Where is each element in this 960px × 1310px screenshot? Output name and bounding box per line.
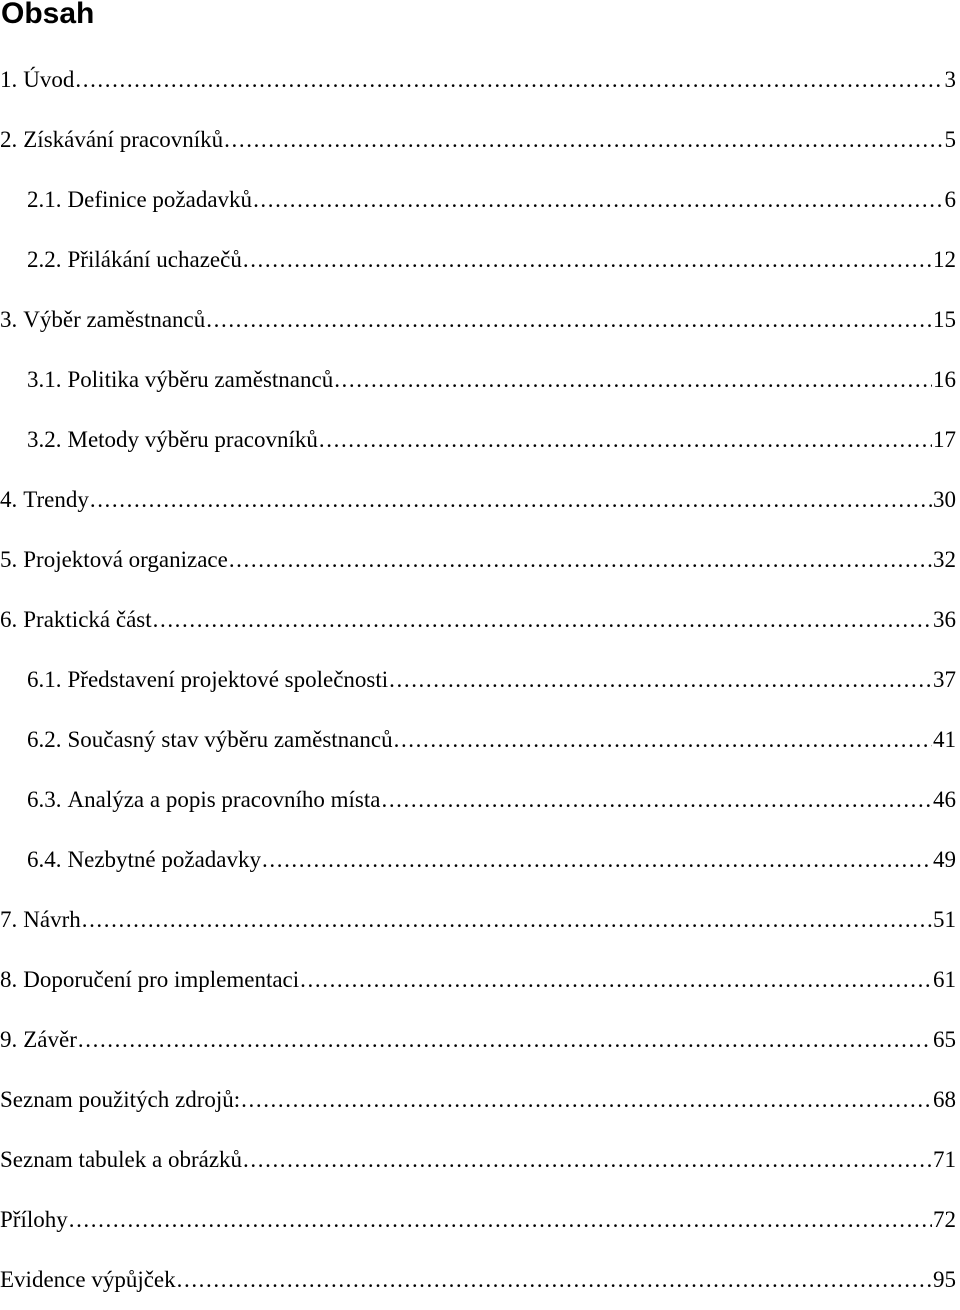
toc-dot-leader: [78, 1010, 932, 1070]
toc-entry[interactable]: [0, 230, 956, 290]
table-of-contents: [0, 50, 956, 1310]
toc-dot-leader: [241, 1070, 932, 1130]
toc-entry[interactable]: [0, 1190, 956, 1250]
toc-entry[interactable]: [0, 1010, 956, 1070]
toc-dot-leader: [177, 1250, 932, 1310]
toc-entry-label: Získávání pracovníků: [23, 127, 224, 152]
toc-entry-page: 36: [933, 607, 956, 632]
toc-entry[interactable]: [0, 710, 956, 770]
toc-entry-page: 65: [933, 1027, 956, 1052]
toc-entry-page: 49: [933, 847, 956, 872]
toc-dot-leader: [153, 590, 932, 650]
toc-entry-number: 2.: [0, 127, 18, 152]
toc-entry-label: Projektová organizace: [23, 547, 228, 572]
toc-entry-number: 6.3.: [27, 787, 62, 812]
toc-entry-label: Metody výběru pracovníků: [67, 427, 318, 452]
toc-dot-leader: [389, 650, 932, 710]
toc-entry-page: 61: [933, 967, 956, 992]
toc-entry[interactable]: [0, 350, 956, 410]
toc-entry[interactable]: [0, 770, 956, 830]
toc-entry-page: 17: [933, 427, 956, 452]
toc-dot-leader: [319, 410, 932, 470]
toc-entry-label: Trendy: [23, 487, 89, 512]
toc-entry-label: Seznam tabulek a obrázků: [0, 1147, 243, 1172]
toc-entry-label: Závěr: [23, 1027, 77, 1052]
toc-entry-number: 3.2.: [27, 427, 62, 452]
toc-entry-label: Analýza a popis pracovního místa: [67, 787, 381, 812]
toc-entry-page: 95: [933, 1267, 956, 1292]
toc-dot-leader: [75, 50, 943, 110]
toc-entry-number: 3.1.: [27, 367, 62, 392]
toc-entry-number: 2.1.: [27, 187, 62, 212]
toc-entry-label: Nezbytné požadavky: [67, 847, 262, 872]
toc-entry-label: Přílohy: [0, 1207, 68, 1232]
toc-entry-label: Definice požadavků: [67, 187, 253, 212]
toc-entry-number: 3.: [0, 307, 18, 332]
toc-entry[interactable]: [0, 290, 956, 350]
toc-dot-leader: [334, 350, 932, 410]
toc-entry[interactable]: [0, 830, 956, 890]
toc-entry-number: 1.: [0, 67, 18, 92]
toc-entry-number: 8.: [0, 967, 18, 992]
toc-dot-leader: [224, 110, 943, 170]
toc-entry-page: 51: [933, 907, 956, 932]
toc-entry[interactable]: [0, 1130, 956, 1190]
toc-dot-leader: [381, 770, 932, 830]
toc-entry[interactable]: [0, 890, 956, 950]
toc-entry-label: Návrh: [23, 907, 81, 932]
toc-dot-leader: [90, 470, 932, 530]
toc-entry-label: Seznam použitých zdrojů:: [0, 1087, 241, 1112]
toc-entry-page: 12: [933, 247, 956, 272]
toc-entry-number: 7.: [0, 907, 18, 932]
toc-entry-number: 6.: [0, 607, 18, 632]
toc-dot-leader: [206, 290, 932, 350]
toc-entry-page: 71: [933, 1147, 956, 1172]
toc-entry-label: Úvod: [23, 67, 75, 92]
toc-entry-page: 6: [944, 187, 956, 212]
toc-entry[interactable]: [0, 1070, 956, 1130]
toc-dot-leader: [262, 830, 932, 890]
toc-dot-leader: [243, 1130, 932, 1190]
toc-entry-page: 68: [933, 1087, 956, 1112]
toc-entry[interactable]: [0, 650, 956, 710]
toc-entry-number: 5.: [0, 547, 18, 572]
toc-entry[interactable]: [0, 170, 956, 230]
toc-dot-leader: [300, 950, 932, 1010]
toc-dot-leader: [243, 230, 932, 290]
toc-dot-leader: [69, 1190, 932, 1250]
toc-entry[interactable]: [0, 950, 956, 1010]
toc-entry[interactable]: [0, 50, 956, 110]
toc-entry-number: 4.: [0, 487, 18, 512]
toc-entry-label: Výběr zaměstnanců: [23, 307, 206, 332]
toc-dot-leader: [394, 710, 932, 770]
toc-entry-page: 72: [933, 1207, 956, 1232]
toc-entry[interactable]: [0, 530, 956, 590]
toc-entry-number: 2.2.: [27, 247, 62, 272]
toc-entry-page: 15: [933, 307, 956, 332]
toc-dot-leader: [82, 890, 932, 950]
toc-entry-label: Praktická část: [23, 607, 152, 632]
toc-dot-leader: [229, 530, 932, 590]
toc-entry-label: Přilákání uchazečů: [67, 247, 242, 272]
toc-entry-number: 6.1.: [27, 667, 62, 692]
toc-entry[interactable]: [0, 410, 956, 470]
toc-entry[interactable]: [0, 590, 956, 650]
toc-entry-label: Politika výběru zaměstnanců: [67, 367, 334, 392]
toc-entry-label: Doporučení pro implementaci: [23, 967, 300, 992]
toc-entry-page: 37: [933, 667, 956, 692]
toc-entry-label: Současný stav výběru zaměstnanců: [67, 727, 393, 752]
toc-entry-page: 41: [933, 727, 956, 752]
toc-entry-page: 32: [933, 547, 956, 572]
page-title: Obsah: [1, 0, 95, 30]
toc-entry-number: 9.: [0, 1027, 18, 1052]
toc-entry[interactable]: [0, 470, 956, 530]
toc-entry-number: 6.4.: [27, 847, 62, 872]
toc-entry-label: Evidence výpůjček: [0, 1267, 176, 1292]
toc-entry-page: 46: [933, 787, 956, 812]
toc-dot-leader: [253, 170, 943, 230]
toc-entry-page: 30: [933, 487, 956, 512]
toc-entry[interactable]: [0, 110, 956, 170]
toc-entry-number: 6.2.: [27, 727, 62, 752]
toc-entry-page: 3: [944, 67, 956, 92]
toc-entry[interactable]: [0, 1250, 956, 1310]
toc-entry-page: 16: [933, 367, 956, 392]
toc-entry-page: 5: [944, 127, 956, 152]
toc-entry-label: Představení projektové společnosti: [67, 667, 389, 692]
